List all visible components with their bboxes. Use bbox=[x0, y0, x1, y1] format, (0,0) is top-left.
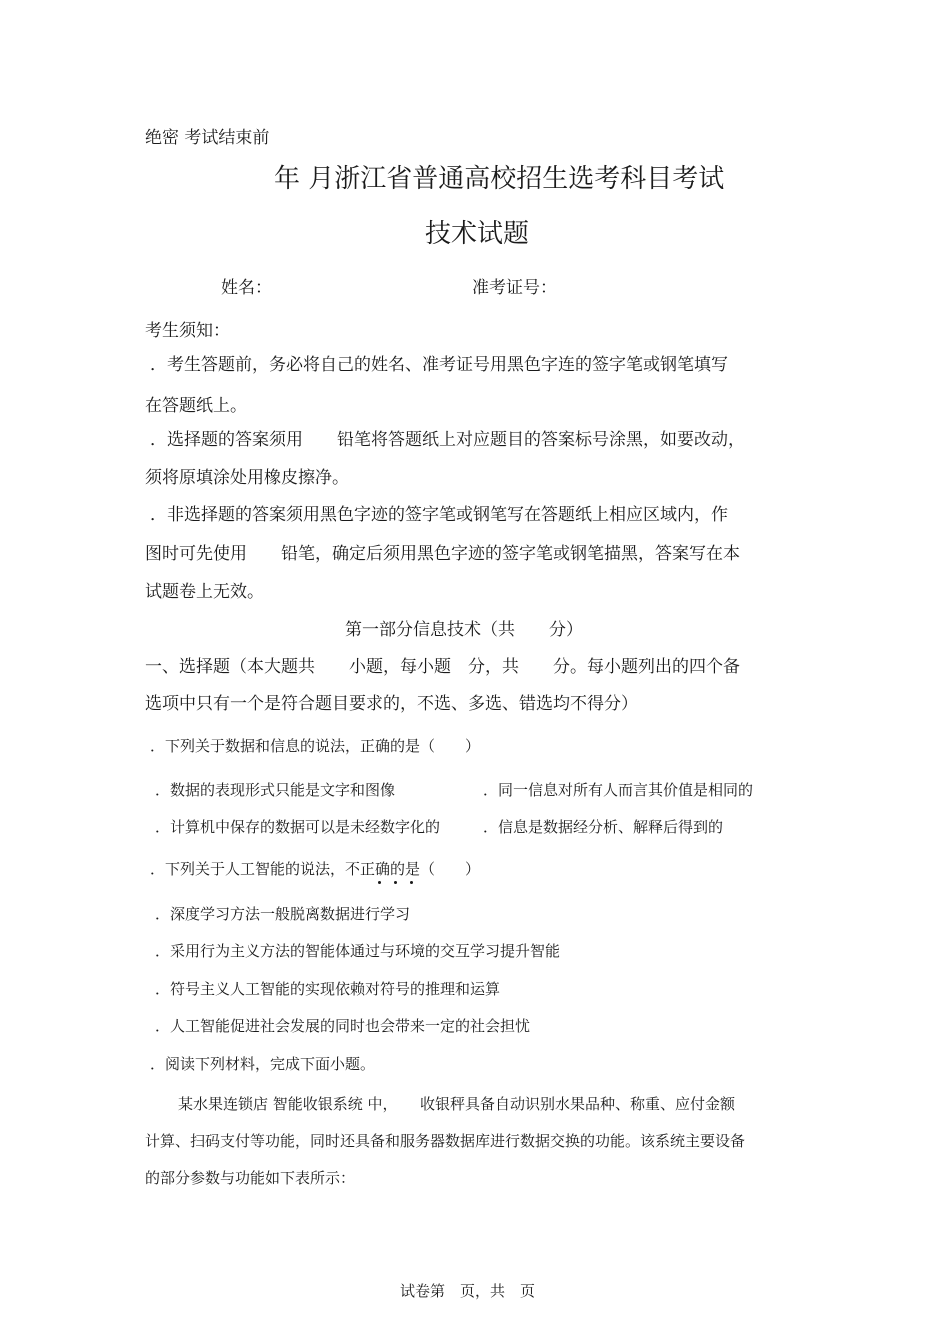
question-1-option-d: ．信息是数据经分析、解释后得到的 bbox=[483, 818, 724, 836]
question-1-option-a: ．数据的表现形式只能是文字和图像 bbox=[155, 781, 396, 799]
section-one-line-1: 一、选择题（本大题共 小题，每小题 分，共 分。每小题列出的四个备 bbox=[145, 657, 740, 677]
emphasis-dot bbox=[378, 881, 381, 884]
notice-item-1-line-2: 在答题纸上。 bbox=[145, 396, 247, 416]
notice-item-2-line-2: 须将原填涂处用橡皮擦净。 bbox=[145, 468, 349, 488]
notice-item-3-line-1: ．非选择题的答案须用黑色字迹的签字笔或钢笔写在答题纸上相应区域内，作 bbox=[150, 505, 728, 525]
confidential-label: 绝密 考试结束前 bbox=[145, 128, 270, 148]
question-1-option-b: ．同一信息对所有人而言其价值是相同的 bbox=[483, 781, 754, 799]
subject-title: 技术试题 bbox=[425, 219, 530, 249]
notice-item-2-line-1: ．选择题的答案须用 铅笔将答题纸上对应题目的答案标号涂黑，如要改动， bbox=[150, 430, 745, 450]
question-2-stem bbox=[150, 862, 480, 877]
material-paragraph-line-3: 的部分参数与功能如下表所示： bbox=[145, 1169, 356, 1187]
exam-title: 年 月浙江省普通高校招生选考科目考试 bbox=[274, 164, 725, 194]
question-2-option-c: ．符号主义人工智能的实现依赖对符号的推理和运算 bbox=[155, 980, 501, 998]
question-1-stem: ．下列关于数据和信息的说法，正确的是（ ） bbox=[150, 737, 481, 755]
question-2-option-a: ．深度学习方法一般脱离数据进行学习 bbox=[155, 905, 411, 923]
name-field-label: 姓名： bbox=[221, 278, 272, 298]
emphasis-dot bbox=[394, 881, 397, 884]
notice-item-3-line-3: 试题卷上无效。 bbox=[145, 582, 264, 602]
notice-item-3-line-2: 图时可先使用 铅笔，确定后须用黑色字迹的签字笔或钢笔描黑，答案写在本 bbox=[145, 544, 740, 564]
section-one-line-2: 选项中只有一个是符合题目要求的，不选、多选、错选均不得分） bbox=[145, 694, 638, 714]
exam-id-field-label: 准考证号： bbox=[472, 278, 557, 298]
question-2-stem-end: 的是（ ） bbox=[390, 860, 481, 878]
emphasis-dot bbox=[410, 881, 413, 884]
question-2-stem-start: ．下列关于人工智能的说法， bbox=[150, 860, 346, 878]
question-2-option-d: ．人工智能促进社会发展的同时也会带来一定的社会担忧 bbox=[155, 1017, 531, 1035]
notice-item-1-line-1: ．考生答题前，务必将自己的姓名、准考证号用黑色字连的签字笔或钢笔填写 bbox=[150, 355, 728, 375]
question-2-option-b: ．采用行为主义方法的智能体通过与环境的交互学习提升智能 bbox=[155, 942, 561, 960]
material-paragraph-line-1: 某水果连锁店 智能收银系统 中， 收银秤具备自动识别水果品种、称重、应付金额 bbox=[178, 1095, 736, 1113]
material-paragraph-line-2: 计算、扫码支付等功能，同时还具备和服务器数据库进行数据交换的功能。该系统主要设备 bbox=[145, 1132, 746, 1150]
question-2-stem-emphasis: 不正确 bbox=[345, 860, 391, 878]
notice-heading: 考生须知： bbox=[145, 321, 230, 341]
question-1-option-c: ．计算机中保存的数据可以是未经数字化的 bbox=[155, 818, 441, 836]
question-3-stem: ．阅读下列材料，完成下面小题。 bbox=[150, 1055, 376, 1073]
part-one-title: 第一部分信息技术（共 分） bbox=[345, 620, 583, 640]
page-footer: 试卷第 页，共 页 bbox=[400, 1282, 536, 1300]
